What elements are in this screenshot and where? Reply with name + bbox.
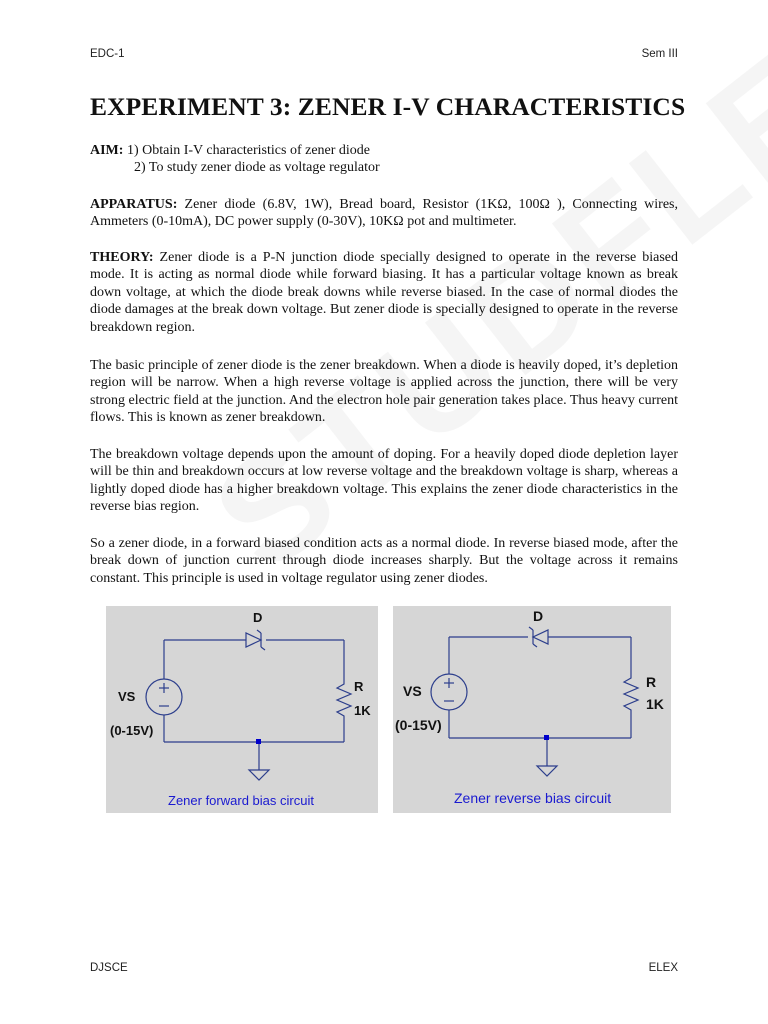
footer-right: ELEX	[648, 962, 678, 974]
node-dot	[544, 735, 549, 740]
aim-line-2: 2) To study zener diode as voltage regulator	[134, 160, 380, 176]
apparatus-section	[90, 196, 678, 231]
diode-label: D	[253, 610, 263, 625]
circuit-caption: Zener forward bias circuit	[168, 793, 314, 808]
resistor-value: 1K	[646, 696, 664, 712]
zener-bend	[257, 630, 261, 633]
source-label: VS	[118, 689, 136, 704]
footer-left: DJSCE	[90, 962, 128, 974]
zener-bend	[261, 647, 265, 650]
forward-bias-circuit	[106, 606, 378, 813]
header-right: Sem III	[641, 48, 678, 60]
ground-symbol	[249, 770, 269, 780]
apparatus-text: Zener diode (6.8V, 1W), Bread board, Resistor (1KΩ, 100Ω ), Connecting wires, Ammeters (0-10mA), DC power supply (0-30V), 10KΩ pot and multimeter.	[90, 197, 678, 230]
diode-label: D	[533, 608, 544, 624]
doping-paragraph: The breakdown voltage depends upon the amount of doping. For a heavily doped diode depletion layer will be thin and breakdown occurs at low reverse voltage and the breakdown voltage is sharp, whereas a lightly doped diode has a higher breakdown voltage. This explains the zener diode characteristics in the reverse bias region.	[90, 447, 678, 515]
circuit-caption: Zener reverse bias circuit	[454, 790, 612, 806]
page-title: EXPERIMENT 3: ZENER I-V CHARACTERISTICS	[90, 92, 686, 121]
theory-section	[90, 249, 678, 336]
diode-symbol	[533, 630, 548, 644]
principle-paragraph: The basic principle of zener diode is the zener breakdown. When a diode is heavily doped, it’s depletion region will be narrow. When a high reverse voltage is applied across the junction, there will be very strong electric field at the junction. And the electron hole pair generation takes place. Thus heavy current flows. This is known as zener breakdown.	[90, 358, 678, 426]
aim-label: AIM:	[90, 143, 124, 158]
resistor-label: R	[354, 679, 364, 694]
resistor-value: 1K	[354, 703, 371, 718]
forward-reverse-paragraph: So a zener diode, in a forward biased condition acts as a normal diode. In reverse biased mode, after the break down of junction current through diode increases sharply. But the voltage across it remains constant. This principle is used in voltage regulator using zener diodes.	[90, 536, 678, 586]
resistor-symbol	[337, 680, 351, 720]
source-label: VS	[403, 683, 422, 699]
aim-text-1: 1) Obtain I-V characteristics of zener diode	[123, 143, 371, 158]
zener-bend	[533, 644, 537, 647]
node-dot	[256, 739, 261, 744]
source-range: (0-15V)	[110, 723, 154, 738]
ground-symbol	[537, 766, 557, 776]
header-left: EDC-1	[90, 48, 125, 60]
theory-text: Zener diode is a P-N junction diode specially designed to operate in the reverse biased mode. It is acting as normal diode while forward biasing. It has a particular voltage known as break down voltage, at which the diode break downs while reverse biased. In the case of normal diodes the diode damages at the break down voltage. But zener diode is specially designed to operate in the reverse breakdown region.	[90, 250, 678, 335]
diode-symbol	[246, 633, 261, 647]
zener-bend	[529, 627, 533, 630]
resistor-symbol	[624, 674, 638, 714]
resistor-label: R	[646, 674, 657, 690]
apparatus-label: APPARATUS:	[90, 197, 178, 212]
aim-section	[90, 142, 678, 177]
source-range: (0-15V)	[395, 717, 442, 733]
theory-label: THEORY:	[90, 250, 154, 265]
aim-line-1	[90, 142, 678, 159]
reverse-bias-circuit	[393, 606, 671, 813]
